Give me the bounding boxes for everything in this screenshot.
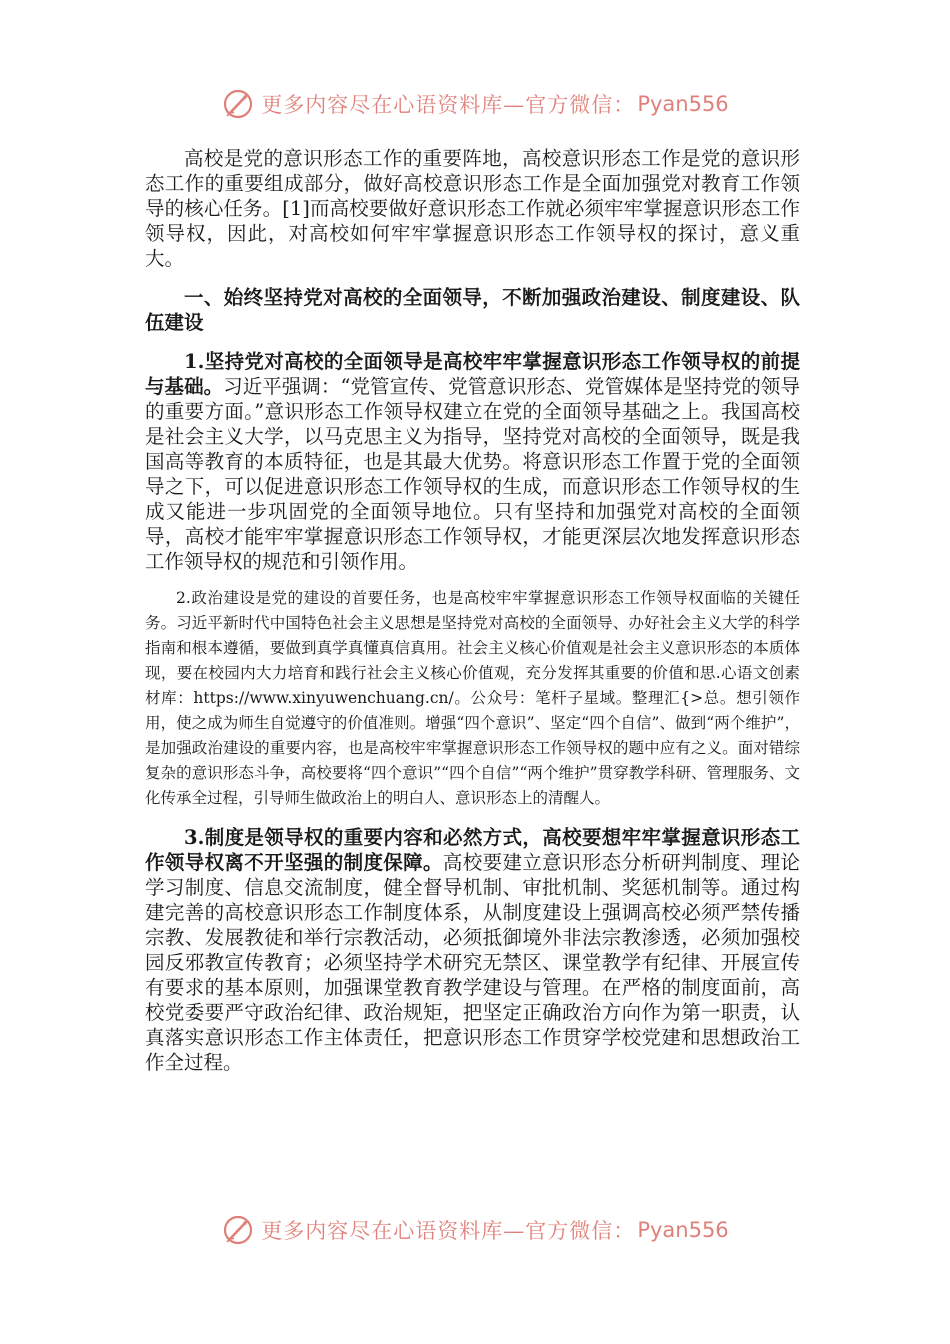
banner-text: 更多内容尽在心语资料库—官方微信： bbox=[261, 1219, 636, 1243]
paragraph-3 bbox=[145, 825, 800, 1075]
paragraph-1-text: 习近平强调：“党管宣传、党管意识形态、党管媒体是坚持党的领导的重要方面。”意识形态工作领导权建立在党的全面领导基础之上。我国高校是社会主义大学，以马克思主义为指导，坚持党对高校的全面领导，既是我国高等教育的本质特征，也是其最大优势。将意识形态工作置于党的全面领导之下，可以促进意识形态工作领导权的生成，而意识形态工作领导权的生成又能进一步巩固党的全面领导地位。只有坚持和加强党对高校的全面领导，高校才能牢牢掌握意识形态工作领导权，才能更深层次地发挥意识形态工作领导权的规范和引领作用。 bbox=[145, 375, 800, 573]
paragraph-2: 2.政治建设是党的建设的首要任务，也是高校牢牢掌握意识形态工作领导权面临的关键任务。习近平新时代中国特色社会主义思想是坚持党对高校的全面领导、办好社会主义大学的科学指南和根本遵循，要做到真学真懂真信真用。社会主义核心价值观是社会主义意识形态的本质体现，要在校园内大力培育和践行社会主义核心价值观，充分发挥其重要的价值和思.心语文创素材库：https://www.xinyuwenchuang.cn/。公众号：笔杆子星域。整理汇{>总。想引领作用，使之成为师生自觉遵守的价值准则。增强“四个意识”、坚定“四个自信”、做到“两个维护”，是加强政治建设的重要内容，也是高校牢牢掌握意识形态工作领导权的题中应有之义。面对错综复杂的意识形态斗争，高校要将“四个意识”“四个自信”“两个维护”贯穿教学科研、管理服务、文化传承全过程，引导师生做政治上的明白人、意识形态上的清醒人。 bbox=[145, 589, 800, 807]
banner-text: 更多内容尽在心语资料库—官方微信： bbox=[261, 93, 636, 117]
pen-logo-icon bbox=[221, 87, 255, 121]
watermark-banner-top bbox=[0, 84, 950, 124]
paragraph-1-lead: 1.坚持党对高校的全面领导是高校牢牢掌握意识形态工作领导权的前提与基础。 bbox=[145, 350, 800, 398]
paragraph-3-text: 高校要建立意识形态分析研判制度、理论学习制度、信息交流制度，健全督导机制、审批机制、奖惩机制等。通过构建完善的高校意识形态工作制度体系，从制度建设上强调高校必须严禁传播宗教、发展教徒和举行宗教活动，必须抵御境外非法宗教渗透，必须加强校园反邪教宣传教育；必须坚持学术研究无禁区、课堂教学有纪律、开展宣传有要求的基本原则，加强课堂教育教学建设与管理。在严格的制度面前，高校党委要严守政治纪律、政治规矩，把坚定正确政治方向作为第一职责，认真落实意识形态工作主体责任，把意识形态工作贯穿学校党建和思想政治工作全过程。 bbox=[145, 851, 800, 1074]
banner-wechat-id: Pyan556 bbox=[637, 1218, 729, 1242]
pen-logo-icon bbox=[221, 1213, 255, 1247]
section-heading-1 bbox=[145, 285, 800, 335]
paragraph-3-lead: 3.制度是领导权的重要内容和必然方式，高校要想牢牢掌握意识形态工作领导权离不开坚强的制度保障。 bbox=[145, 826, 800, 874]
document-body bbox=[145, 146, 800, 1075]
section-heading-text: 一、始终坚持党对高校的全面领导，不断加强政治建设、制度建设、队伍建设 bbox=[145, 286, 800, 334]
intro-paragraph: 高校是党的意识形态工作的重要阵地，高校意识形态工作是党的意识形态工作的重要组成部分，做好高校意识形态工作是全面加强党对教育工作领导的核心任务。[1]而高校要做好意识形态工作就必须牢牢掌握意识形态工作领导权，因此，对高校如何牢牢掌握意识形态工作领导权的探讨，意义重大。 bbox=[145, 147, 800, 270]
watermark-banner-bottom bbox=[0, 1210, 950, 1250]
paragraph-1 bbox=[145, 349, 800, 574]
banner-wechat-id: Pyan556 bbox=[637, 92, 729, 116]
